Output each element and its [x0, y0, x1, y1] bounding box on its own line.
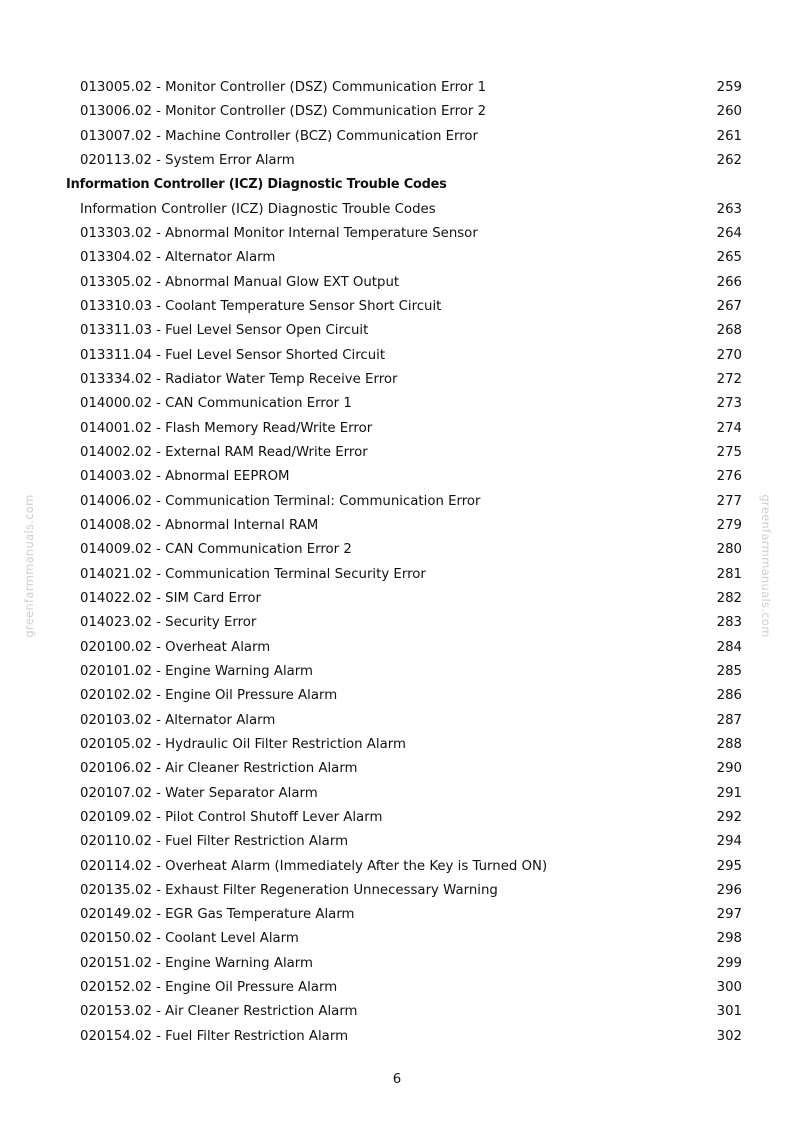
- toc-entry-title: 014006.02 - Communication Terminal: Communication Error: [80, 493, 481, 509]
- toc-entry-title: 014003.02 - Abnormal EEPROM: [80, 469, 290, 485]
- watermark-right: greenfarmmanuals.com: [759, 494, 773, 638]
- toc-entry-page: 264: [716, 225, 742, 241]
- toc-entry-page: 259: [716, 80, 742, 95]
- toc-entry[interactable]: [0, 538, 794, 562]
- toc-entry-title: 013311.03 - Fuel Level Sensor Open Circuit: [80, 323, 369, 339]
- toc-entry-title: 020150.02 - Coolant Level Alarm: [80, 931, 299, 947]
- toc-entry[interactable]: [0, 344, 794, 368]
- toc-section-heading[interactable]: [0, 173, 794, 197]
- toc-entry-page: 277: [716, 493, 742, 509]
- toc-entry[interactable]: [0, 392, 794, 416]
- toc-entry[interactable]: [0, 149, 794, 173]
- toc-entry-title: 013310.03 - Coolant Temperature Sensor Short Circuit: [80, 298, 442, 314]
- toc-entry-title: 013303.02 - Abnormal Monitor Internal Temperature Sensor: [80, 225, 478, 241]
- toc-entry[interactable]: [0, 514, 794, 538]
- toc-entry-page: 287: [716, 712, 742, 728]
- toc-entry[interactable]: [0, 441, 794, 465]
- toc-entry-page: 302: [716, 1028, 742, 1044]
- toc-entry-title: 014009.02 - CAN Communication Error 2: [80, 542, 352, 558]
- toc-entry-page: 266: [716, 274, 742, 290]
- toc-entry-page: 288: [716, 736, 742, 752]
- toc-entry-page: 267: [716, 298, 742, 314]
- toc-entry[interactable]: [0, 295, 794, 319]
- toc-entry-title: 020153.02 - Air Cleaner Restriction Alarm: [80, 1004, 358, 1020]
- toc-entry-page: 260: [716, 104, 742, 120]
- toc-entry-page: 294: [716, 834, 742, 850]
- toc-entry[interactable]: [0, 879, 794, 903]
- toc-entry-page: 275: [716, 444, 742, 460]
- toc-entry[interactable]: [0, 246, 794, 270]
- toc-entry-title: 020102.02 - Engine Oil Pressure Alarm: [80, 688, 338, 704]
- toc-entry-title: 013305.02 - Abnormal Manual Glow EXT Output: [80, 274, 400, 290]
- toc-entry[interactable]: [0, 709, 794, 733]
- toc-entry-title: 020101.02 - Engine Warning Alarm: [80, 663, 313, 679]
- toc-entry[interactable]: [0, 830, 794, 854]
- toc-entry-page: 273: [716, 396, 742, 412]
- toc-entry-page: 262: [716, 152, 742, 168]
- toc-entry-page: 290: [716, 761, 742, 777]
- toc-entry-page: 279: [716, 517, 742, 533]
- toc-entry-title: 020113.02 - System Error Alarm: [80, 152, 295, 168]
- toc-entry-page: 276: [716, 469, 742, 485]
- toc-entry[interactable]: [0, 611, 794, 635]
- toc-entry[interactable]: [0, 636, 794, 660]
- toc-entry-page: 300: [716, 980, 742, 996]
- toc-entry-title: 020154.02 - Fuel Filter Restriction Alarm: [80, 1028, 349, 1044]
- toc-entry[interactable]: [0, 927, 794, 951]
- toc-entry-page: 284: [716, 639, 742, 655]
- toc-entry-page: 282: [716, 590, 742, 606]
- toc-entry-page: 296: [716, 882, 742, 898]
- toc-entry-page: 268: [716, 323, 742, 339]
- toc-entry-page: 301: [716, 1004, 742, 1020]
- toc-entry[interactable]: [0, 417, 794, 441]
- toc-entry[interactable]: [0, 368, 794, 392]
- toc-entry[interactable]: [0, 490, 794, 514]
- toc-entry-page: 299: [716, 955, 742, 971]
- toc-entry-page: 272: [716, 371, 742, 387]
- toc-entry-title: 013007.02 - Machine Controller (BCZ) Communication Error: [80, 128, 479, 144]
- toc-entry-title: 020114.02 - Overheat Alarm (Immediately After the Key is Turned ON): [80, 858, 548, 874]
- toc-entry-page: 270: [716, 347, 742, 363]
- toc-entry-title: 020100.02 - Overheat Alarm: [80, 639, 271, 655]
- toc-entry-title: 014000.02 - CAN Communication Error 1: [80, 396, 352, 412]
- toc-entry[interactable]: [0, 465, 794, 489]
- toc-entry-title: 014001.02 - Flash Memory Read/Write Error: [80, 420, 373, 436]
- toc-entry[interactable]: [0, 587, 794, 611]
- toc-entry-title: 013006.02 - Monitor Controller (DSZ) Communication Error 2: [80, 104, 487, 120]
- toc-entry-title: 014023.02 - Security Error: [80, 615, 257, 631]
- toc-entry-title: 020152.02 - Engine Oil Pressure Alarm: [80, 980, 338, 996]
- toc-entry-page: 265: [716, 250, 742, 266]
- toc-entry-title: 020135.02 - Exhaust Filter Regeneration Unnecessary Warning: [80, 882, 498, 898]
- toc-entry-page: 291: [716, 785, 742, 801]
- toc-entry-title: 014008.02 - Abnormal Internal RAM: [80, 517, 319, 533]
- toc-entry-page: 283: [716, 615, 742, 631]
- toc-entry-page: 263: [716, 201, 742, 217]
- toc-entry-page: 261: [716, 128, 742, 144]
- toc-entry-title: 013311.04 - Fuel Level Sensor Shorted Circuit: [80, 347, 386, 363]
- toc-entry-page: 292: [716, 809, 742, 825]
- toc-entry-title: 020105.02 - Hydraulic Oil Filter Restriction Alarm: [80, 736, 406, 752]
- toc-entry-page: 280: [716, 542, 742, 558]
- toc-entry-page: 286: [716, 688, 742, 704]
- toc-entry[interactable]: [0, 76, 794, 100]
- toc-entry-page: 295: [716, 858, 742, 874]
- toc-entry-title: 013005.02 - Monitor Controller (DSZ) Communication Error 1: [80, 80, 487, 95]
- toc-entry-title: 020109.02 - Pilot Control Shutoff Lever Alarm: [80, 809, 383, 825]
- toc-entry-page: 274: [716, 420, 742, 436]
- toc-entry[interactable]: [0, 1000, 794, 1024]
- toc-entry[interactable]: [0, 684, 794, 708]
- toc-entry[interactable]: [0, 782, 794, 806]
- toc-entry[interactable]: [0, 903, 794, 927]
- toc-entry[interactable]: [0, 806, 794, 830]
- toc-entry-page: 297: [716, 907, 742, 923]
- toc-entry[interactable]: [0, 125, 794, 149]
- toc-entry-title: 013304.02 - Alternator Alarm: [80, 250, 276, 266]
- toc-entry[interactable]: [0, 952, 794, 976]
- table-of-contents: [0, 76, 794, 1049]
- toc-entry-title: 020106.02 - Air Cleaner Restriction Alarm: [80, 761, 358, 777]
- toc-entry[interactable]: [0, 198, 794, 222]
- toc-entry-title: 014021.02 - Communication Terminal Security Error: [80, 566, 426, 582]
- toc-entry[interactable]: [0, 757, 794, 781]
- watermark-left: greenfarmmanuals.com: [22, 494, 36, 638]
- toc-entry[interactable]: [0, 563, 794, 587]
- toc-entry-page: 281: [716, 566, 742, 582]
- toc-entry-title: 020103.02 - Alternator Alarm: [80, 712, 276, 728]
- toc-entry-title: 014022.02 - SIM Card Error: [80, 590, 261, 606]
- page-number: 6: [392, 1072, 402, 1087]
- toc-entry-page: 298: [716, 931, 742, 947]
- toc-entry-title: 020107.02 - Water Separator Alarm: [80, 785, 318, 801]
- toc-entry-page: 285: [716, 663, 742, 679]
- toc-entry[interactable]: [0, 271, 794, 295]
- toc-entry-title: 013334.02 - Radiator Water Temp Receive Error: [80, 371, 398, 387]
- toc-entry-title: 014002.02 - External RAM Read/Write Error: [80, 444, 368, 460]
- toc-entry-title: Information Controller (ICZ) Diagnostic Trouble Codes: [80, 201, 436, 217]
- toc-entry[interactable]: [0, 319, 794, 343]
- toc-entry[interactable]: [0, 976, 794, 1000]
- toc-entry[interactable]: [0, 222, 794, 246]
- toc-entry-title: 020149.02 - EGR Gas Temperature Alarm: [80, 907, 355, 923]
- toc-entry[interactable]: [0, 855, 794, 879]
- toc-entry-title: 020110.02 - Fuel Filter Restriction Alarm: [80, 834, 349, 850]
- toc-entry[interactable]: [0, 100, 794, 124]
- toc-entry[interactable]: [0, 1025, 794, 1049]
- toc-entry[interactable]: [0, 733, 794, 757]
- toc-section-heading-title: Information Controller (ICZ) Diagnostic Trouble Codes: [66, 177, 447, 193]
- toc-entry[interactable]: [0, 660, 794, 684]
- toc-entry-title: 020151.02 - Engine Warning Alarm: [80, 955, 313, 971]
